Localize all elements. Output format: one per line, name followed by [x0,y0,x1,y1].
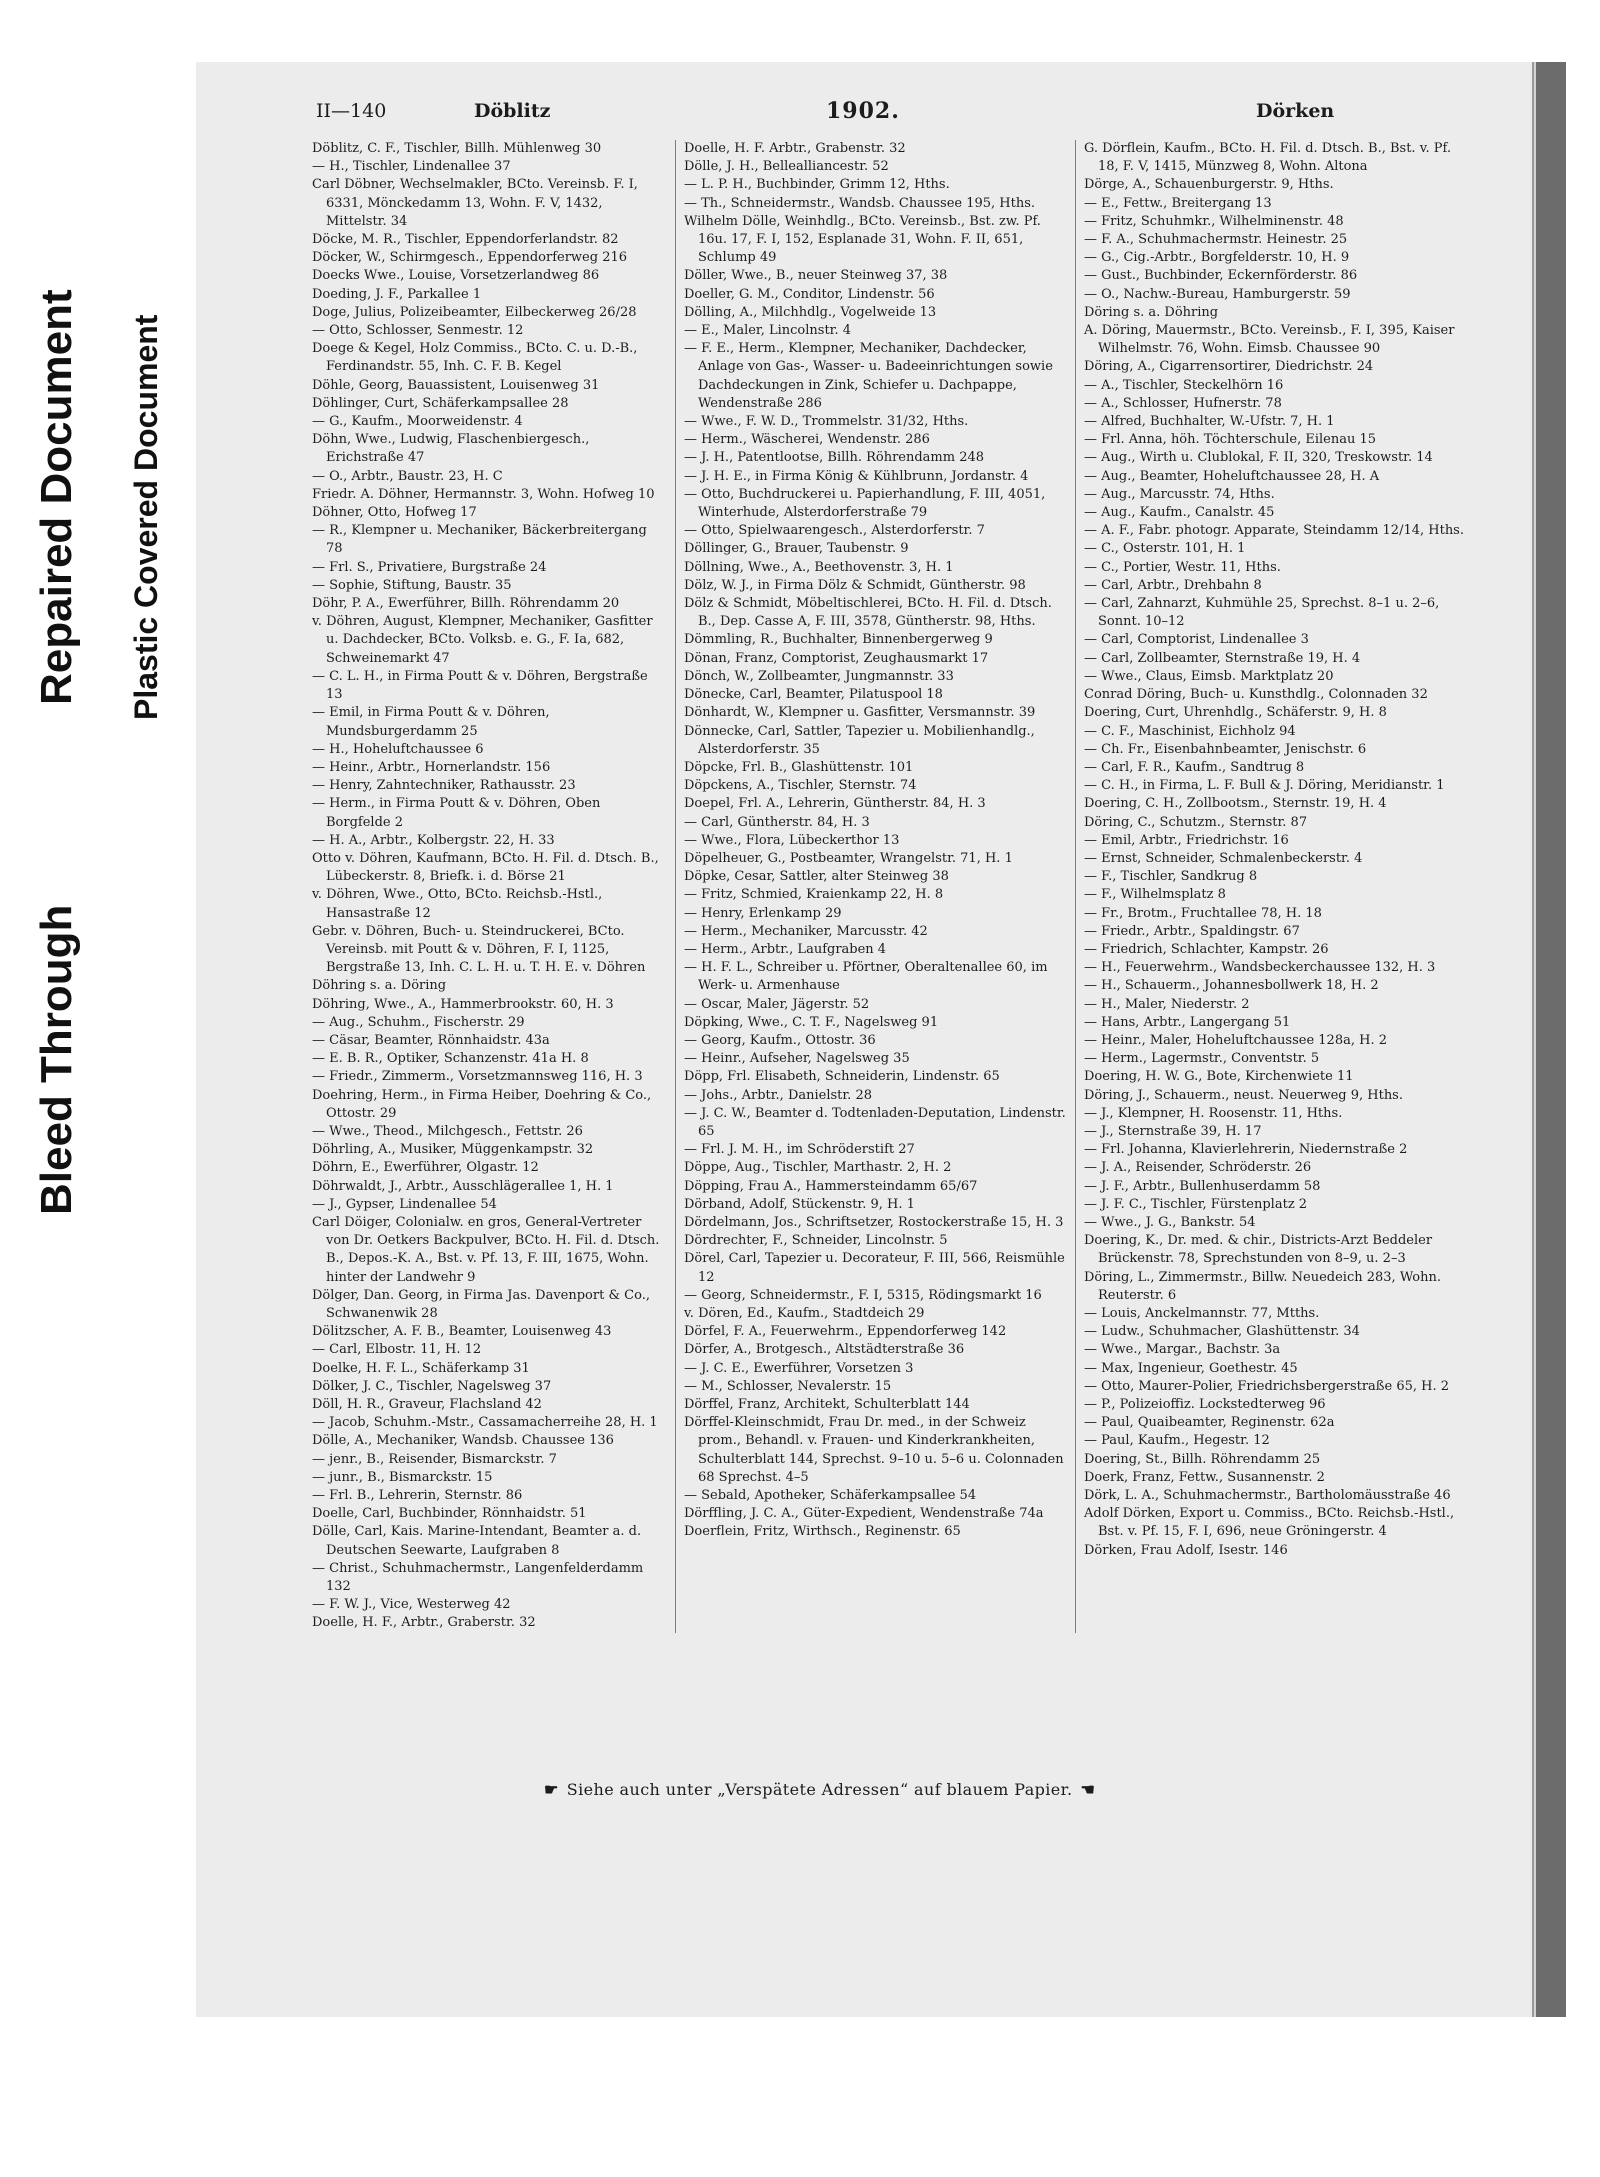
bleed-through-label: Bleed Through [32,904,81,1215]
directory-entry: — Wwe., F. W. D., Trommelstr. 31/32, Hths. [684,414,969,430]
directory-entry: — Henry, Zahntechniker, Rathausstr. 23 [312,778,576,794]
footer-note: Siehe auch unter „Verspätete Adressen“ auf blauem Papier. [566,1780,1073,1799]
directory-entry: — Th., Schneidermstr., Wandsb. Chaussee 195, Hths. [684,195,1036,211]
directory-entry: Doelke, H. F. L., Schäferkamp 31 [312,1360,530,1376]
directory-entry: Otto v. Döhren, Kaufmann, BCto. H. Fil. d. Dtsch. B., Lübeckerstr. 8, Briefk. i. d. Börse 21 [312,850,659,885]
directory-entry: Döring, J., Schauerm., neust. Neuerweg 9, Hths. [1084,1087,1403,1103]
directory-page [196,62,1534,2017]
directory-entry: Doege & Kegel, Holz Commiss., BCto. C. u. D.-B., Ferdinandstr. 55, Inh. C. F. B. Kegel [312,341,638,375]
directory-entry: — Frl. B., Lehrerin, Sternstr. 86 [312,1488,523,1504]
directory-entry: — Wwe., Margar., Bachstr. 3a [1084,1342,1281,1358]
directory-entry: Dönan, Franz, Comptorist, Zeughausmarkt 17 [684,650,989,666]
header-left-keyword: Döblitz [474,100,551,122]
directory-entry: — Friedr., Zimmerm., Vorsetzmannsweg 116, H. 3 [312,1069,643,1085]
directory-entry: Döpp, Frl. Elisabeth, Schneiderin, Lindenstr. 65 [684,1069,1000,1085]
directory-entry: v. Dören, Ed., Kaufm., Stadtdeich 29 [684,1306,925,1321]
directory-entry: — Carl, F. R., Kaufm., Sandtrug 8 [1084,759,1305,775]
directory-entry: — Carl, Comptorist, Lindenallee 3 [1084,632,1309,648]
directory-entry: Döllinger, G., Brauer, Taubenstr. 9 [684,541,909,557]
directory-entry: Doeding, J. F., Parkallee 1 [312,286,482,302]
directory-entry: — Heinr., Arbtr., Hornerlandstr. 156 [312,759,551,775]
directory-entry: Döblitz, C. F., Tischler, Billh. Mühlenweg 30 [312,141,602,156]
directory-entry: — Georg, Kaufm., Ottostr. 36 [684,1032,876,1048]
page-edge [1536,62,1566,2017]
directory-entry: — L. P. H., Buchbinder, Grimm 12, Hths. [684,177,950,193]
directory-entry: — Oscar, Maler, Jägerstr. 52 [684,996,870,1012]
directory-entry: v. Döhren, Wwe., Otto, BCto. Reichsb.-Hstl., Hansastraße 12 [312,887,603,921]
directory-entry: — Christ., Schuhmachermstr., Langenfelderdamm 132 [312,1560,644,1595]
directory-entry: Dörffel, Franz, Architekt, Schulterblatt 144 [684,1397,970,1413]
directory-entry: Dölle, J. H., Bellealliancestr. 52 [684,159,889,175]
directory-entry: — Fr., Brotm., Fruchtallee 78, H. 18 [1084,905,1322,921]
directory-entry: — P., Polizeioffiz. Lockstedterweg 96 [1084,1397,1326,1413]
directory-entry: — J. F., Arbtr., Bullenhuserdamm 58 [1084,1178,1321,1194]
column-right [1076,140,1476,1633]
directory-entry: — R., Klempner u. Mechaniker, Bäckerbreitergang 78 [312,523,647,557]
directory-entry: — Aug., Schuhm., Fischerstr. 29 [312,1014,525,1030]
directory-entry: Doering, St., Billh. Röhrendamm 25 [1084,1451,1321,1467]
directory-entry: v. Döhren, August, Klempner, Mechaniker, Gasfitter u. Dachdecker, BCto. Volksb. e. G., F. Ia, 682, Schweinemarkt 47 [312,614,653,666]
directory-entry: — Aug., Beamter, Hoheluftchaussee 28, H. A [1084,468,1380,484]
directory-entry: Döppe, Aug., Tischler, Marthastr. 2, H. 2 [684,1160,952,1176]
directory-entry: Doering, H. W. G., Bote, Kirchenwiete 11 [1084,1069,1354,1085]
directory-entry: — H., Hoheluftchaussee 6 [312,741,484,757]
repaired-document-label: Repaired Document [32,289,81,705]
directory-entry: Dörffling, J. C. A., Güter-Expedient, Wendenstraße 74a [684,1506,1044,1522]
directory-entry: — A., Tischler, Steckelhörn 16 [1084,377,1284,393]
directory-entry: Doecks Wwe., Louise, Vorsetzerlandweg 86 [312,268,600,284]
directory-entry: — Friedrich, Schlachter, Kampstr. 26 [1084,941,1329,957]
directory-entry: — Paul, Quaibeamter, Reginenstr. 62a [1084,1415,1335,1431]
directory-entry: — Herm., Lagermstr., Conventstr. 5 [1084,1051,1320,1067]
directory-entry: Döhrwaldt, J., Arbtr., Ausschlägerallee 1, H. 1 [312,1178,614,1194]
directory-entry: — F., Tischler, Sandkrug 8 [1084,869,1258,885]
directory-entry: — Georg, Schneidermstr., F. I, 5315, Rödingsmarkt 16 [684,1287,1042,1303]
directory-entry: Carl Döbner, Wechselmakler, BCto. Vereinsb. F. I, 6331, Mönckedamm 13, Wohn. F. V, 1432, Mittelstr. 34 [312,177,638,229]
directory-entry: Doge, Julius, Polizeibeamter, Eilbeckerweg 26/28 [312,304,637,320]
directory-entry: Döller, Wwe., B., neuer Steinweg 37, 38 [684,268,948,284]
directory-entry: — Max, Ingenieur, Goethestr. 45 [1084,1360,1298,1376]
directory-entry: — J. F. C., Tischler, Fürstenplatz 2 [1084,1196,1308,1212]
directory-entry: Döpcke, Frl. B., Glashüttenstr. 101 [684,759,914,775]
directory-entry: — M., Schlosser, Nevalerstr. 15 [684,1378,892,1394]
directory-entry: — Jacob, Schuhm.-Mstr., Cassamacherreihe 28, H. 1 [312,1415,658,1431]
directory-entry: — Aug., Wirth u. Clublokal, F. II, 320, Treskowstr. 14 [1084,450,1433,466]
directory-entry: Döhring s. a. Döring [312,978,447,994]
directory-entry: — Ernst, Schneider, Schmalenbeckerstr. 4 [1084,850,1363,866]
scanned-page [196,62,1566,2017]
directory-entry: — jenr., B., Reisender, Bismarckstr. 7 [312,1451,557,1467]
directory-entry: — H., Tischler, Lindenallee 37 [312,159,511,175]
directory-entry: — A. F., Fabr. photogr. Apparate, Steindamm 12/14, Hths. [1084,523,1464,539]
directory-entry: — J. H. E., in Firma König & Kühlbrunn, Jordanstr. 4 [684,468,1029,484]
directory-entry: — Emil, Arbtr., Friedrichstr. 16 [1084,832,1289,848]
directory-entry: — Wwe., Flora, Lübeckerthor 13 [684,832,900,848]
directory-entry: — C. F., Maschinist, Eichholz 94 [1084,723,1296,739]
directory-entry: Doering, Curt, Uhrenhdlg., Schäferstr. 9, H. 8 [1084,705,1387,721]
directory-entry: Döhring, Wwe., A., Hammerbrookstr. 60, H. 3 [312,996,614,1012]
directory-entry: G. Dörflein, Kaufm., BCto. H. Fil. d. Dtsch. B., Bst. v. Pf. 18, F. V, 1415, Münzweg 8, Wohn. Altona [1084,141,1451,175]
directory-entry: — Carl, Zahnarzt, Kuhmühle 25, Sprechst. 8–1 u. 2–6, Sonnt. 10–12 [1084,596,1440,630]
directory-entry: Dölle, A., Mechaniker, Wandsb. Chaussee 136 [312,1433,614,1449]
directory-entry: Dölling, A., Milchhdlg., Vogelweide 13 [684,304,937,320]
directory-entry: Döllning, Wwe., A., Beethovenstr. 3, H. 1 [684,559,954,575]
directory-entry: Doehring, Herm., in Firma Heiber, Doehring & Co., Ottostr. 29 [312,1087,652,1121]
directory-entry: Doering, C. H., Zollbootsm., Sternstr. 19, H. 4 [1084,796,1387,812]
directory-entry: Dölger, Dan. Georg, in Firma Jas. Davenport & Co., Schwanenwik 28 [312,1287,650,1321]
directory-entry: Döpking, Wwe., C. T. F., Nagelsweg 91 [684,1014,939,1030]
directory-entry: — O., Arbtr., Baustr. 23, H. C [312,468,503,484]
directory-entry: — Wwe., Theod., Milchgesch., Fettstr. 26 [312,1123,583,1139]
directory-entry: Doelle, H. F. Arbtr., Grabenstr. 32 [684,141,906,156]
directory-entry: Dölle, Carl, Kais. Marine-Intendant, Beamter a. d. Deutschen Seewarte, Laufgraben 8 [312,1524,642,1558]
directory-entry: — Sebald, Apotheker, Schäferkampsallee 54 [684,1488,977,1504]
directory-entry: Carl Döiger, Colonialw. en gros, General-Vertreter von Dr. Oetkers Backpulver, BCto. H. Fil. d. Dtsch. B., Depos.-K. A., Bst. v. Pf. 13, F. III, 1675, Wohn. hinter der Landwehr 9 [312,1214,660,1285]
directory-entry: Döpke, Cesar, Sattler, alter Steinweg 38 [684,869,949,885]
directory-entry: — Heinr., Maler, Hoheluftchaussee 128a, H. 2 [1084,1032,1387,1048]
directory-entry: — Louis, Anckelmannstr. 77, Mtths. [1084,1306,1320,1321]
directory-entry: — Emil, in Firma Poutt & v. Döhren, Mundsburgerdamm 25 [312,705,550,739]
directory-entry: Dölitzscher, A. F. B., Beamter, Louisenweg 43 [312,1324,612,1340]
directory-entry: Döring, L., Zimmermstr., Billw. Neuedeich 283, Wohn. Reuterstr. 6 [1084,1269,1441,1303]
directory-entry: — H., Maler, Niederstr. 2 [1084,996,1250,1012]
directory-entry: Döpelheuer, G., Postbeamter, Wrangelstr. 71, H. 1 [684,850,1013,866]
directory-entry: — F. A., Schuhmachermstr. Heinestr. 25 [1084,232,1348,248]
directory-entry: — Frl. Anna, höh. Töchterschule, Eilenau 15 [1084,432,1377,448]
directory-entry: Conrad Döring, Buch- u. Kunsthdlg., Colonnaden 32 [1084,687,1428,703]
directory-entry: — Otto, Spielwaarengesch., Alsterdorferstr. 7 [684,523,985,539]
directory-entry: — Aug., Marcusstr. 74, Hths. [1084,486,1275,502]
directory-entry: Adolf Dörken, Export u. Commiss., BCto. Reichsb.-Hstl., Bst. v. Pf. 15, F. I, 696, neue Gröningerstr. 4 [1084,1506,1455,1540]
directory-entry: — Carl, Zollbeamter, Sternstraße 19, H. 4 [1084,650,1361,666]
directory-columns [256,140,1516,1633]
directory-entry: — Carl, Arbtr., Drehbahn 8 [1084,577,1262,593]
directory-entry: — E. B. R., Optiker, Schanzenstr. 41a H. 8 [312,1051,589,1067]
directory-entry: Döcke, M. R., Tischler, Eppendorferlandstr. 82 [312,232,619,248]
directory-entry: — Frl. S., Privatiere, Burgstraße 24 [312,559,547,575]
directory-entry: — G., Kaufm., Moorweidenstr. 4 [312,414,523,430]
directory-entry: Dörband, Adolf, Stückenstr. 9, H. 1 [684,1196,915,1212]
directory-entry: Dörel, Carl, Tapezier u. Decorateur, F. III, 566, Reismühle 12 [684,1251,1065,1285]
directory-entry: — Frl. J. M. H., im Schröderstift 27 [684,1142,915,1158]
directory-entry: A. Döring, Mauermstr., BCto. Vereinsb., F. I, 395, Kaiser Wilhelmstr. 76, Wohn. Eimsb. Chaussee 90 [1084,323,1455,357]
header-right-keyword: Dörken [1256,100,1335,122]
page-header [256,92,1516,136]
directory-entry: — Wwe., Claus, Eimsb. Marktplatz 20 [1084,668,1334,684]
directory-entry: — H. A., Arbtr., Kolbergstr. 22, H. 33 [312,832,555,848]
directory-entry: Dönnecke, Carl, Sattler, Tapezier u. Mobilienhandlg., Alsterdorferstr. 35 [684,723,1035,757]
directory-entry: — J. A., Reisender, Schröderstr. 26 [1084,1160,1312,1176]
directory-entry: — Ludw., Schuhmacher, Glashüttenstr. 34 [1084,1324,1360,1340]
directory-entry: Dölz & Schmidt, Möbeltischlerei, BCto. H. Fil. d. Dtsch. B., Dep. Casse A, F. III, 3578, Güntherstr. 98, Hths. [684,596,1052,630]
plastic-covered-label: Plastic Covered Document [128,314,164,720]
directory-entry: Dördrechter, F., Schneider, Lincolnstr. 5 [684,1233,948,1249]
directory-entry: — J. C. W., Beamter d. Todtenladen-Deputation, Lindenstr. 65 [684,1105,1066,1139]
directory-entry: — O., Nachw.-Bureau, Hamburgerstr. 59 [1084,286,1351,302]
directory-entry: Gebr. v. Döhren, Buch- u. Steindruckerei, BCto. Vereinsb. mit Poutt & v. Döhren, F. I, 1125, Bergstraße 13, Inh. C. L. H. u. T. H. E. v. Döhren [312,923,646,976]
directory-entry: — Carl, Güntherstr. 84, H. 3 [684,814,870,830]
directory-entry: Döll, H. R., Graveur, Flachsland 42 [312,1397,542,1413]
directory-entry: — Herm., Mechaniker, Marcusstr. 42 [684,923,928,939]
directory-entry: — C., Osterstr. 101, H. 1 [1084,541,1246,557]
directory-entry: Dörge, A., Schauenburgerstr. 9, Hths. [1084,177,1334,193]
directory-entry: — C. L. H., in Firma Poutt & v. Döhren, Bergstraße 13 [312,668,648,703]
directory-entry: — C. H., in Firma, L. F. Bull & J. Döring, Meridianstr. 1 [1084,778,1445,794]
directory-entry: — junr., B., Bismarckstr. 15 [312,1469,493,1485]
directory-entry: — Heinr., Aufseher, Nagelsweg 35 [684,1051,910,1067]
directory-entry: Doepel, Frl. A., Lehrerin, Güntherstr. 84, H. 3 [684,796,986,812]
directory-entry: Dörfer, A., Brotgesch., Altstädterstraße 36 [684,1342,965,1358]
directory-entry: Döhle, Georg, Bauassistent, Louisenweg 31 [312,377,600,393]
directory-entry: — Frl. Johanna, Klavierlehrerin, Niedernstraße 2 [1084,1142,1408,1158]
directory-entry: Döhn, Wwe., Ludwig, Flaschenbiergesch., Erichstraße 47 [312,432,590,466]
directory-entry: — Gust., Buchbinder, Eckernförderstr. 86 [1084,268,1358,284]
directory-entry: Doering, K., Dr. med. & chir., Districts-Arzt Beddeler Brückenstr. 78, Sprechstunden von 8–9, u. 2–3 [1084,1233,1433,1267]
directory-entry: Dönch, W., Zollbeamter, Jungmannstr. 33 [684,668,954,684]
directory-entry: Döhrn, E., Ewerführer, Olgastr. 12 [312,1160,539,1176]
directory-entry: — E., Maler, Lincolnstr. 4 [684,323,852,339]
directory-entry: — F., Wilhelmsplatz 8 [1084,887,1226,903]
directory-entry: — H. F. L., Schreiber u. Pförtner, Oberaltenallee 60, im Werk- u. Armenhause [684,960,1048,994]
directory-entry: Doelle, Carl, Buchbinder, Rönnhaidstr. 51 [312,1506,587,1522]
directory-entry: — Ch. Fr., Eisenbahnbeamter, Jenischstr. 6 [1084,741,1367,757]
directory-entry: Döhlinger, Curt, Schäferkampsallee 28 [312,395,569,411]
directory-entry: Friedr. A. Döhner, Hermannstr. 3, Wohn. Hofweg 10 [312,486,655,502]
directory-entry: — J., Gypser, Lindenallee 54 [312,1196,497,1212]
page-footer [536,1780,1103,1799]
directory-entry: — Carl, Elbostr. 11, H. 12 [312,1342,482,1358]
directory-entry: Dölker, J. C., Tischler, Nagelsweg 37 [312,1378,552,1394]
directory-entry: Doerflein, Fritz, Wirthsch., Reginenstr. 65 [684,1524,961,1540]
directory-entry: — Otto, Schlosser, Senmestr. 12 [312,323,524,339]
pointing-hand-left-icon: ☚ [1080,1780,1096,1799]
directory-entry: Döhrling, A., Musiker, Müggenkampstr. 32 [312,1142,594,1158]
directory-entry: Dömmling, R., Buchhalter, Binnenbergerweg 9 [684,632,993,648]
directory-entry: Döpckens, A., Tischler, Sternstr. 74 [684,778,917,794]
directory-entry: Döhner, Otto, Hofweg 17 [312,505,477,521]
directory-entry: — Fritz, Schmied, Kraienkamp 22, H. 8 [684,887,944,903]
directory-entry: — E., Fettw., Breitergang 13 [1084,195,1272,211]
directory-entry: — F. W. J., Vice, Westerweg 42 [312,1597,511,1613]
directory-entry: Dörffel-Kleinschmidt, Frau Dr. med., in der Schweiz prom., Behandl. v. Frauen- und Kinderkrankheiten, Schulterblatt 144, Sprechst. 9–10 u. 5–6 u. Colonnaden 68 Sprechst. 4–5 [684,1415,1064,1485]
directory-entry: Dölz, W. J., in Firma Dölz & Schmidt, Güntherstr. 98 [684,577,1026,593]
directory-entry: — Fritz, Schuhmkr., Wilhelminenstr. 48 [1084,213,1344,229]
directory-entry: Wilhelm Dölle, Weinhdlg., BCto. Vereinsb., Bst. zw. Pf. 16u. 17, F. I, 152, Esplanade 31, Wohn. F. II, 651, Schlump 49 [684,213,1041,266]
directory-entry: — C., Portier, Westr. 11, Hths. [1084,559,1281,575]
directory-entry: — Herm., Wäscherei, Wendenstr. 286 [684,432,930,448]
directory-entry: — A., Schlosser, Hufnerstr. 78 [1084,395,1282,411]
directory-entry: Döring, C., Schutzm., Sternstr. 87 [1084,814,1308,830]
column-middle [676,140,1076,1633]
pointing-hand-right-icon: ☛ [544,1780,559,1799]
directory-entry: — Otto, Maurer-Polier, Friedrichsbergerstraße 65, H. 2 [1084,1378,1449,1394]
directory-entry: — Henry, Erlenkamp 29 [684,905,842,921]
directory-entry: Dörken, Frau Adolf, Isestr. 146 [1084,1542,1288,1558]
directory-entry: — Johs., Arbtr., Danielstr. 28 [684,1087,872,1103]
directory-entry: — J. C. E., Ewerführer, Vorsetzen 3 [684,1360,914,1376]
directory-entry: — Herm., Arbtr., Laufgraben 4 [684,941,887,957]
directory-entry: Döhr, P. A., Ewerführer, Billh. Röhrendamm 20 [312,596,620,612]
page-number: II—140 [316,100,387,122]
directory-entry: — Otto, Buchdruckerei u. Papierhandlung, F. III, 4051, Winterhude, Alsterdorferstraße 79 [684,486,1046,521]
directory-entry: Doeller, G. M., Conditor, Lindenstr. 56 [684,286,935,302]
directory-entry: Dönhardt, W., Klempner u. Gasfitter, Versmannstr. 39 [684,705,1036,721]
directory-entry: — Cäsar, Beamter, Rönnhaidstr. 43a [312,1032,550,1048]
directory-entry: — Hans, Arbtr., Langergang 51 [1084,1014,1291,1030]
directory-entry: — F. E., Herm., Klempner, Mechaniker, Dachdecker, Anlage von Gas-, Wasser- u. Badeeinrichtungen sowie Dachdeckungen in Zink, Schiefer u. Dachpappe, Wendenstraße 286 [684,341,1053,411]
directory-entry: Döring, A., Cigarrensortirer, Diedrichstr. 24 [1084,359,1374,375]
directory-entry: — Paul, Kaufm., Hegestr. 12 [1084,1433,1270,1449]
directory-entry: — H., Schauerm., Johannesbollwerk 18, H. 2 [1084,978,1379,994]
directory-entry: Döcker, W., Schirmgesch., Eppendorferweg 216 [312,250,628,266]
directory-entry: — Aug., Kaufm., Canalstr. 45 [1084,505,1275,521]
directory-entry: Dörfel, F. A., Feuerwehrm., Eppendorferweg 142 [684,1324,1007,1340]
directory-entry: — H., Feuerwehrm., Wandsbeckerchaussee 132, H. 3 [1084,960,1436,976]
directory-entry: — Herm., in Firma Poutt & v. Döhren, Oben Borgfelde 2 [312,796,601,830]
directory-entry: — Friedr., Arbtr., Spaldingstr. 67 [1084,923,1300,939]
directory-entry: Dörk, L. A., Schuhmachermstr., Bartholomäusstraße 46 [1084,1488,1451,1504]
directory-entry: Döring s. a. Döhring [1084,304,1219,320]
column-left [256,140,676,1633]
page-content [256,92,1516,1631]
directory-entry: — J., Sternstraße 39, H. 17 [1084,1123,1262,1139]
directory-entry: Dönecke, Carl, Beamter, Pilatuspool 18 [684,687,943,703]
directory-entry: — Wwe., J. G., Bankstr. 54 [1084,1214,1256,1230]
directory-entry: Doerk, Franz, Fettw., Susannenstr. 2 [1084,1469,1325,1485]
directory-entry: — Sophie, Stiftung, Baustr. 35 [312,577,512,593]
directory-entry: Dördelmann, Jos., Schriftsetzer, Rostockerstraße 15, H. 3 [684,1214,1064,1230]
directory-entry: — J. H., Patentlootse, Billh. Röhrendamm 248 [684,450,985,466]
header-year: 1902. [826,98,900,124]
directory-entry: — G., Cig.-Arbtr., Borgfelderstr. 10, H. 9 [1084,250,1350,266]
directory-entry: — Alfred, Buchhalter, W.-Ufstr. 7, H. 1 [1084,414,1335,430]
directory-entry: — J., Klempner, H. Roosenstr. 11, Hths. [1084,1105,1343,1121]
directory-entry: Döpping, Frau A., Hammersteindamm 65/67 [684,1178,978,1194]
directory-entry: Doelle, H. F., Arbtr., Graberstr. 32 [312,1615,536,1631]
